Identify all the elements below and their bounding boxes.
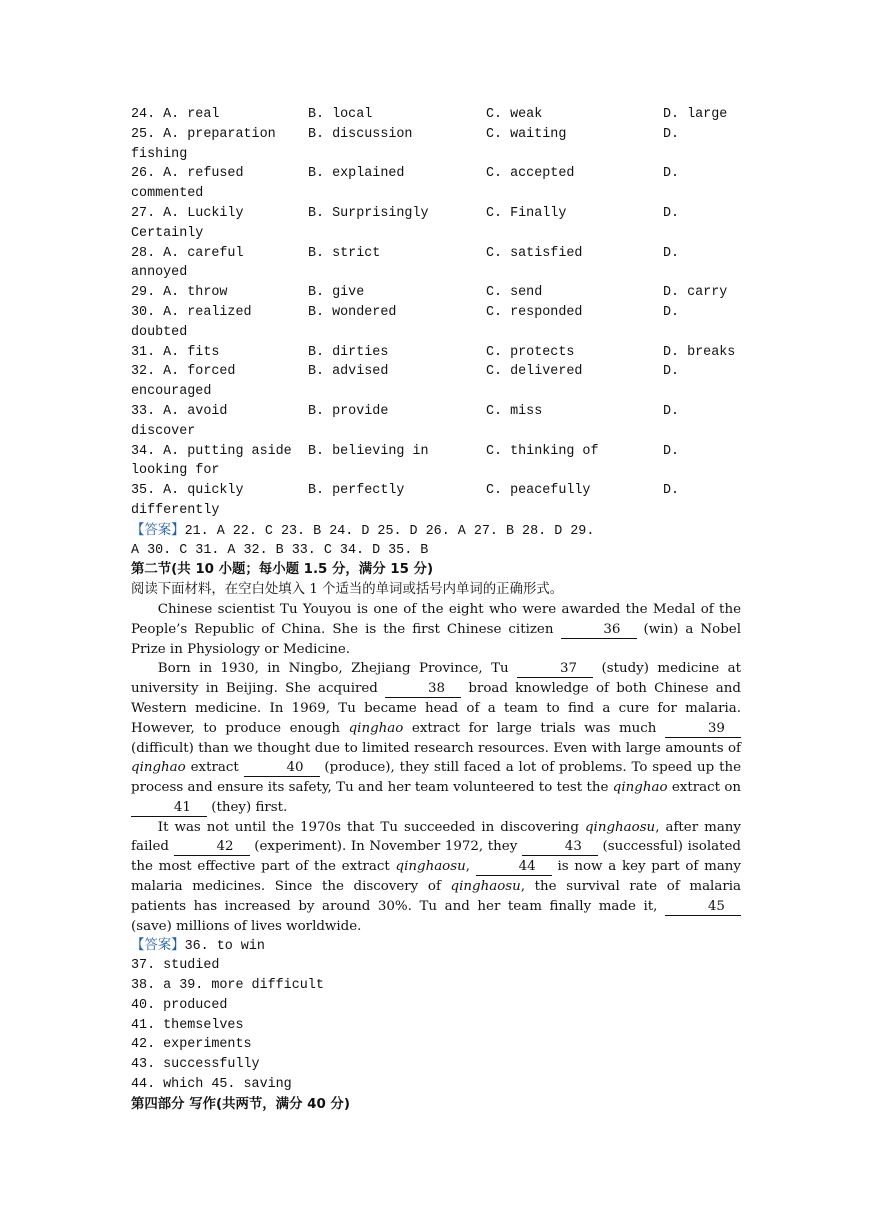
option-b: B. give <box>308 285 365 301</box>
question-row <box>131 164 741 204</box>
option-d-wrapped: looking for <box>131 463 220 479</box>
option-d: D. <box>663 443 680 459</box>
blank-36: 36 <box>561 622 637 639</box>
option-b: B. Surprisingly <box>308 205 429 221</box>
answer2-line-0 <box>131 936 741 956</box>
option-b: B. believing in <box>308 443 429 459</box>
answer-line-2: A 30. C 31. A 32. B 33. C 34. D 35. B <box>131 542 429 558</box>
blank-45: 45 <box>665 899 741 916</box>
passage-text: , after many failed <box>131 819 741 855</box>
option-d: D. <box>663 304 680 320</box>
option-b: B. dirties <box>308 344 389 360</box>
question-row <box>131 244 741 284</box>
option-b: B. local <box>308 107 373 122</box>
passage-text: (save) millions of lives worldwide. <box>131 918 362 934</box>
option-d: D. <box>663 483 680 499</box>
term-qinghao: qinghao <box>612 780 668 796</box>
option-d: D. carry <box>663 285 728 301</box>
option-c: C. miss <box>486 403 543 419</box>
answer2-line: 40. produced <box>131 997 228 1013</box>
option-a: 32. A. forced <box>131 364 236 380</box>
passage-text: extract for large trials was much <box>403 720 665 736</box>
question-row <box>131 343 741 363</box>
option-a: 29. A. throw <box>131 285 228 301</box>
option-c: C. send <box>486 285 543 301</box>
document-page <box>131 105 741 1115</box>
passage-text: is now a key part of many malaria medicines. Since the discovery of <box>131 859 741 895</box>
option-d: D. <box>663 403 680 419</box>
option-c: C. protects <box>486 344 575 360</box>
blank-39: 39 <box>665 721 741 738</box>
answer-keys-1: 21. A 22. C 23. B 24. D 25. D 26. A 27. B 28. D 29. <box>184 523 595 539</box>
passage-paragraph-2 <box>131 659 741 817</box>
question-row <box>131 283 741 303</box>
option-b: B. provide <box>308 403 389 419</box>
option-b: B. wondered <box>308 304 397 320</box>
passage-text: (produce), they still faced a lot of problems. To speed up the process and ensure its safety, Tu and her team volunteered to test the <box>131 760 741 796</box>
answer2-item: 36. to win <box>184 939 265 955</box>
answer2-line: 37. studied <box>131 958 220 974</box>
option-d: D. <box>663 126 680 142</box>
option-c: C. responded <box>486 304 583 320</box>
question-row <box>131 362 741 402</box>
option-d-wrapped: discover <box>131 423 196 439</box>
question-row <box>131 105 741 125</box>
question-row <box>131 442 741 482</box>
term-qinghaosu: qinghaosu <box>450 879 521 895</box>
passage-paragraph-1 <box>131 600 741 659</box>
passage-text: (study) medicine at university in Beijing. She acquired <box>131 661 741 697</box>
option-c: C. peacefully <box>486 483 591 499</box>
option-d: D. <box>663 205 680 221</box>
answer2-line: 38. a 39. more difficult <box>131 978 324 994</box>
option-c: C. satisfied <box>486 245 583 261</box>
question-list <box>131 105 741 521</box>
passage-text: Born in 1930, in Ningbo, Zhejiang Province, Tu <box>157 661 518 677</box>
blank-37: 37 <box>517 661 593 678</box>
passage-text: (they) first. <box>207 799 288 815</box>
answer2-line: 43. successfully <box>131 1057 260 1073</box>
passage-text: (difficult) than we thought due to limited research resources. Even with large amounts of <box>131 740 741 756</box>
answer-label: 【答案】 <box>131 522 185 538</box>
option-b: B. discussion <box>308 126 413 142</box>
option-d-wrapped: Certainly <box>131 225 204 241</box>
answer2-line: 42. experiments <box>131 1037 252 1053</box>
passage-text: It was not until the 1970s that Tu succeeded in discovering <box>157 819 585 835</box>
option-d: D. <box>663 364 680 380</box>
passage-text: broad knowledge of both Chinese and Western medicine. In 1969, Tu became head of a team to find a cure for malaria. However, to produce enough <box>131 681 741 736</box>
option-b: B. strict <box>308 245 381 261</box>
term-qinghao: qinghao <box>348 720 404 736</box>
term-qinghaosu: qinghaosu <box>584 819 656 835</box>
option-b: B. advised <box>308 364 389 380</box>
section2-title: 第二节(共 10 小题；每小题 1.5 分，满分 15 分) <box>131 562 434 578</box>
passage-text: (successful) isolated the most effective part of the extract <box>131 839 741 875</box>
term-qinghao: qinghao <box>131 760 186 776</box>
passage-text: , <box>465 859 476 875</box>
option-d: D. <box>663 245 680 261</box>
answer2-line: 41. themselves <box>131 1017 244 1033</box>
option-a: 26. A. refused <box>131 166 244 182</box>
passage-text: , the survival rate of malaria patients has increased by around 30%. Tu and her team finally made it, <box>131 879 741 914</box>
blank-44: 44 <box>476 859 552 876</box>
option-d-wrapped: commented <box>131 186 204 202</box>
option-a: 35. A. quickly <box>131 483 244 499</box>
question-row <box>131 402 741 442</box>
option-c: C. thinking of <box>486 443 599 459</box>
blank-42: 42 <box>174 839 250 856</box>
option-d: D. large <box>663 107 728 122</box>
option-d-wrapped: differently <box>131 502 220 518</box>
option-b: B. explained <box>308 166 405 182</box>
option-d: D. <box>663 166 680 182</box>
option-c: C. Finally <box>486 205 567 221</box>
option-b: B. perfectly <box>308 483 405 499</box>
blank-43: 43 <box>522 839 598 856</box>
option-c: C. delivered <box>486 364 583 380</box>
option-a: 31. A. fits <box>131 344 220 360</box>
option-c: C. waiting <box>486 126 567 142</box>
section2-instructions: 阅读下面材料，在空白处填入 1 个适当的单词或括号内单词的正确形式。 <box>131 582 564 598</box>
option-a: 28. A. careful <box>131 245 244 261</box>
option-c: C. weak <box>486 107 543 122</box>
passage-text: Chinese scientist Tu Youyou is one of the eight who were awarded the Medal of the People’s Republic of China. She is the first Chinese citizen <box>131 601 741 637</box>
term-qinghaosu: qinghaosu <box>395 859 466 875</box>
option-c: C. accepted <box>486 166 575 182</box>
option-a: 33. A. avoid <box>131 403 228 419</box>
option-a: 30. A. realized <box>131 304 252 320</box>
answer-label: 【答案】 <box>131 938 185 954</box>
question-row <box>131 481 741 521</box>
passage-text: (win) a Nobel Prize in Physiology or Medicine. <box>131 621 741 657</box>
option-a: 27. A. Luckily <box>131 205 244 221</box>
answer2-line: 44. which 45. saving <box>131 1077 292 1093</box>
question-row <box>131 204 741 244</box>
option-a: 25. A. preparation <box>131 126 276 142</box>
passage-text: (experiment). In November 1972, they <box>249 839 522 855</box>
option-d-wrapped: encouraged <box>131 384 212 400</box>
section4-title: 第四部分 写作(共两节，满分 40 分) <box>131 1096 350 1112</box>
option-d-wrapped: fishing <box>131 146 188 162</box>
passage-paragraph-3 <box>131 818 741 937</box>
passage-text: extract <box>185 760 244 776</box>
option-d-wrapped: annoyed <box>131 265 188 281</box>
answer-line-1 <box>131 521 741 541</box>
option-a: 24. A. real <box>131 107 220 122</box>
option-a: 34. A. putting aside <box>131 443 292 459</box>
passage-text: extract on <box>667 780 742 796</box>
blank-40: 40 <box>244 760 320 777</box>
blank-41: 41 <box>131 800 207 817</box>
blank-38: 38 <box>385 681 461 698</box>
question-row <box>131 303 741 343</box>
question-row <box>131 125 741 165</box>
option-d-wrapped: doubted <box>131 324 188 340</box>
option-d: D. breaks <box>663 344 736 360</box>
